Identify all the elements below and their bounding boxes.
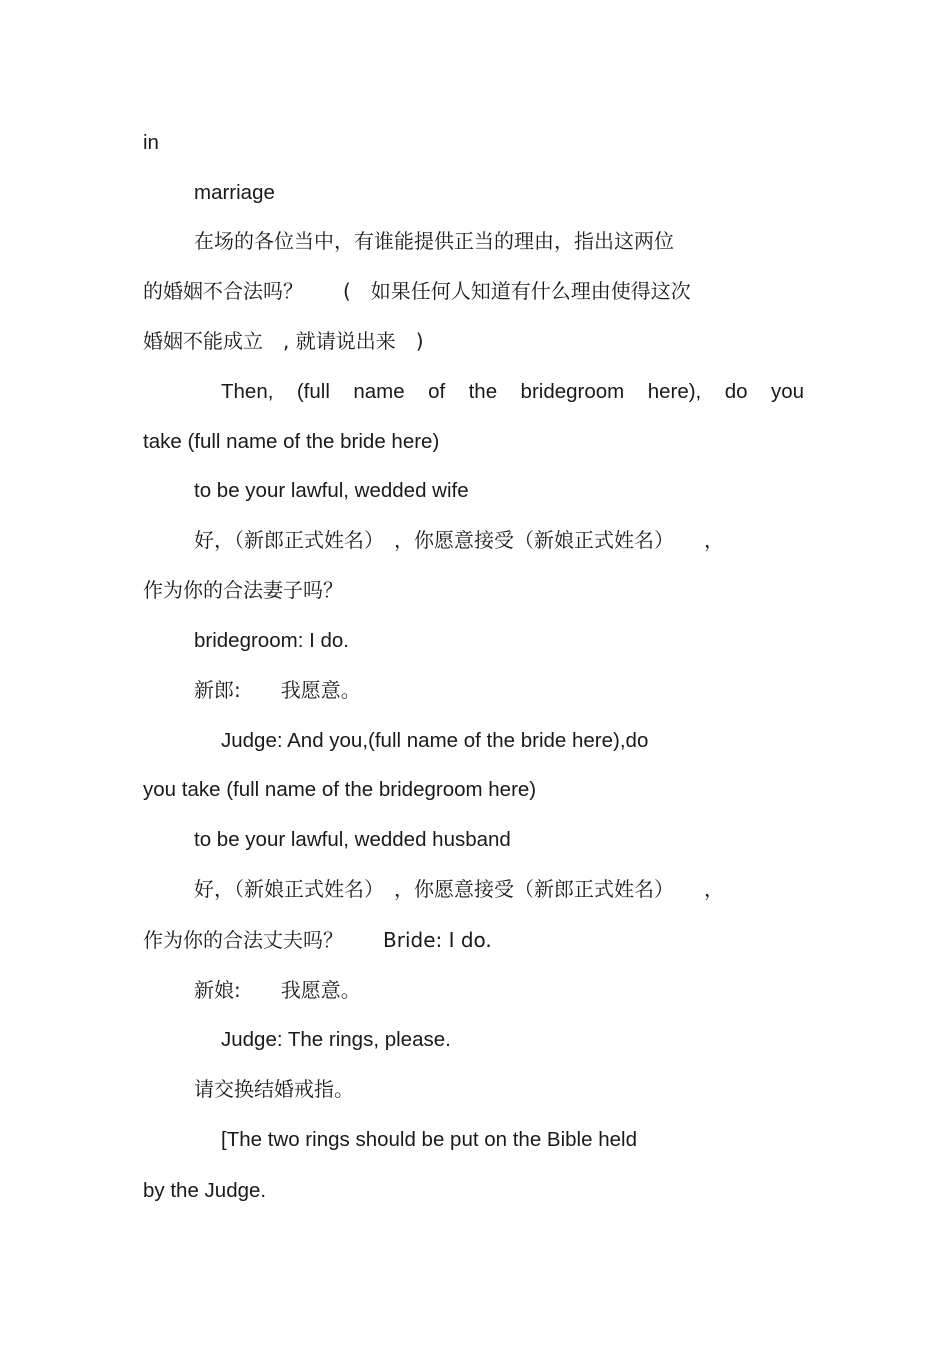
text-line-6-word: bridegroom <box>520 380 625 403</box>
text-line-1: in <box>143 131 159 154</box>
text-line-8: to be your lawful, wedded wife <box>194 479 469 502</box>
text-line-18: 新娘: 我愿意。 <box>194 978 361 1002</box>
text-line-19: Judge: The rings, please. <box>221 1028 451 1051</box>
text-line-10: 作为你的合法妻子吗？ <box>143 578 343 602</box>
text-line-9: 好，（新郎正式姓名） ，你愿意接受（新娘正式姓名） ， <box>194 528 724 552</box>
text-line-6-word: here), <box>647 380 702 403</box>
text-line-14: you take (full name of the bridegroom here) <box>143 778 537 801</box>
text-line-6-word: name <box>353 380 405 403</box>
text-line-12: 新郎: 我愿意。 <box>194 678 361 702</box>
text-line-21: [The two rings should be put on the Bible held <box>221 1128 637 1151</box>
text-line-13: Judge: And you,(full name of the bride here),do <box>221 729 649 752</box>
text-line-3: 在场的各位当中，有谁能提供正当的理由，指出这两位 <box>194 229 674 253</box>
text-line-22: by the Judge. <box>143 1179 267 1202</box>
text-line-15: to be your lawful, wedded husband <box>194 828 511 851</box>
text-line-11: bridegroom: I do. <box>194 629 349 652</box>
text-line-20: 请交换结婚戒指。 <box>194 1077 354 1101</box>
text-line-16: 好，（新娘正式姓名） ，你愿意接受（新郎正式姓名） ， <box>194 877 724 901</box>
text-line-17: 作为你的合法丈夫吗？ Bride: I do. <box>143 928 492 952</box>
text-line-7: take (full name of the bride here) <box>143 430 440 453</box>
text-line-6-word: (full <box>296 380 330 403</box>
text-line-6-word: of <box>428 380 446 403</box>
text-line-6-word: you <box>770 380 804 403</box>
text-line-6-word: Then, <box>221 380 274 403</box>
text-line-2: marriage <box>194 181 275 204</box>
text-line-6-word: do <box>724 380 748 403</box>
text-line-5: 婚姻不能成立 , 就请说出来 ) <box>143 329 424 353</box>
text-line-6-word: the <box>468 380 498 403</box>
text-line-6 <box>221 379 804 405</box>
text-line-4: 的婚姻不合法吗？ ( 如果任何人知道有什么理由使得这次 <box>143 279 691 303</box>
